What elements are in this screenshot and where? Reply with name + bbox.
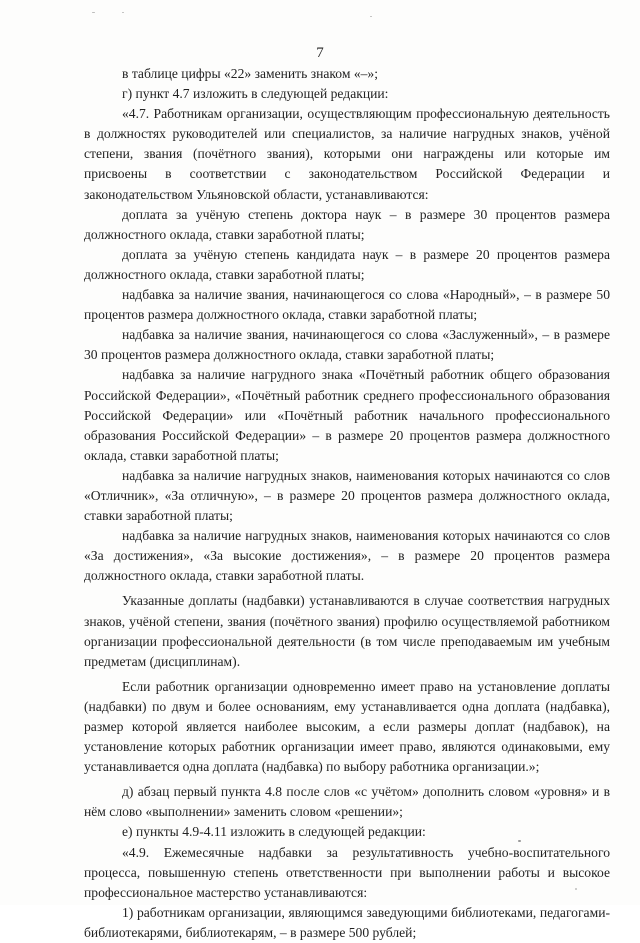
paragraph-subitem-1: 1) работникам организации, являющимся заведующими библиотеками, педагогами-библиотекарями, библиотекарям, – в размере 500 рублей; — [84, 904, 610, 940]
paragraph-doctor-degree: доплата за учёную степень доктора наук – в размере 30 процентов размера должностного оклада, ставки заработной платы; — [84, 206, 610, 242]
paragraph-badge-otlichnik: надбавка за наличие нагрудных знаков, наименования которых начинаются со слов «Отличник», «За отличную», – в размере 20 процентов размера должностного оклада, ставки заработной платы; — [84, 467, 610, 524]
paragraph-item-d: д) абзац первый пункта 4.8 после слов «с учётом» дополнить словом «уровня» и в нём слово «выполнении» заменить словом «решении»; — [84, 784, 610, 820]
paragraph-candidate-degree: доплата за учёную степень кандидата наук – в размере 20 процентов размера должностного оклада, ставки заработной платы; — [84, 246, 610, 282]
paragraph-4-9: «4.9. Ежемесячные надбавки за результативность учебно-воспитательного процесса, повышенную степень ответственности при выполнении работы и высокое профессиональное мастерство устанавливаются: — [84, 844, 610, 900]
paragraph-item-g: г) пункт 4.7 изложить в следующей редакции: — [122, 86, 389, 102]
scan-speck — [122, 12, 124, 13]
paragraph-conditions: Указанные доплаты (надбавки) устанавливаются в случае соответствия нагрудных знаков, учёной степени, звания (почётного звания) профилю осуществляемой работником организации профессиональной деятельности (в том числе преподаваемым им учебным предметам (дисциплинам). — [84, 593, 610, 669]
paragraph-multiple-grounds: Если работник организации одновременно имеет право на установление доплаты (надбавки) по двум и более основаниям, ему устанавливается одна доплата (надбавка), размер которой является наиболее высоким, а если размеры доплат (надбавок), на установление которых работник организации имеет право, являются одинаковыми, ему устанавливается одна доплата (надбавка) по выбору работника организации.»; — [84, 678, 610, 775]
page-number: 7 — [316, 45, 324, 61]
paragraph-title-zasluzhenny: надбавка за наличие звания, начинающегося со слова «Заслуженный», – в размере 30 процентов размера должностного оклада, ставки заработной платы; — [84, 327, 610, 363]
paragraph-badge-dostizheniya: надбавка за наличие нагрудных знаков, наименования которых начинаются со слов «За достижения», «За высокие достижения», – в размере 20 процентов размера должностного оклада, ставки заработной платы. — [84, 528, 610, 584]
paragraph-title-narodny: надбавка за наличие звания, начинающегося со слова «Народный», – в размере 50 процентов размера должностного оклада, ставки заработной платы; — [84, 287, 610, 323]
paragraph-table-replacement: в таблице цифры «22» заменить знаком «–»; — [122, 66, 378, 81]
document-body — [84, 64, 610, 943]
paragraph-4-7: «4.7. Работникам организации, осуществляющим профессиональную деятельность в должностях руководителей или специалистов, за наличие нагрудных знаков, учёной степени, звания (почётного звания), которыми они награждены или которые им присвоены в соответствии с законодательством Российской Федерации и законодательством Ульяновской области, устанавливаются: — [84, 106, 610, 202]
scan-speck — [92, 12, 95, 13]
paragraph-badge-pochetny: надбавка за наличие нагрудного знака «Почётный работник общего образования Российской Федерации», «Почётный работник среднего профессионального образования Российской Федерации» или «Почётный работник начального профессионального образования Российской Федерации» – в размере 20 процентов размера должностного оклада, ставки заработной платы; — [84, 367, 610, 463]
scan-speck — [370, 16, 372, 17]
paragraph-item-e: е) пункты 4.9-4.11 изложить в следующей редакции: — [122, 824, 426, 840]
